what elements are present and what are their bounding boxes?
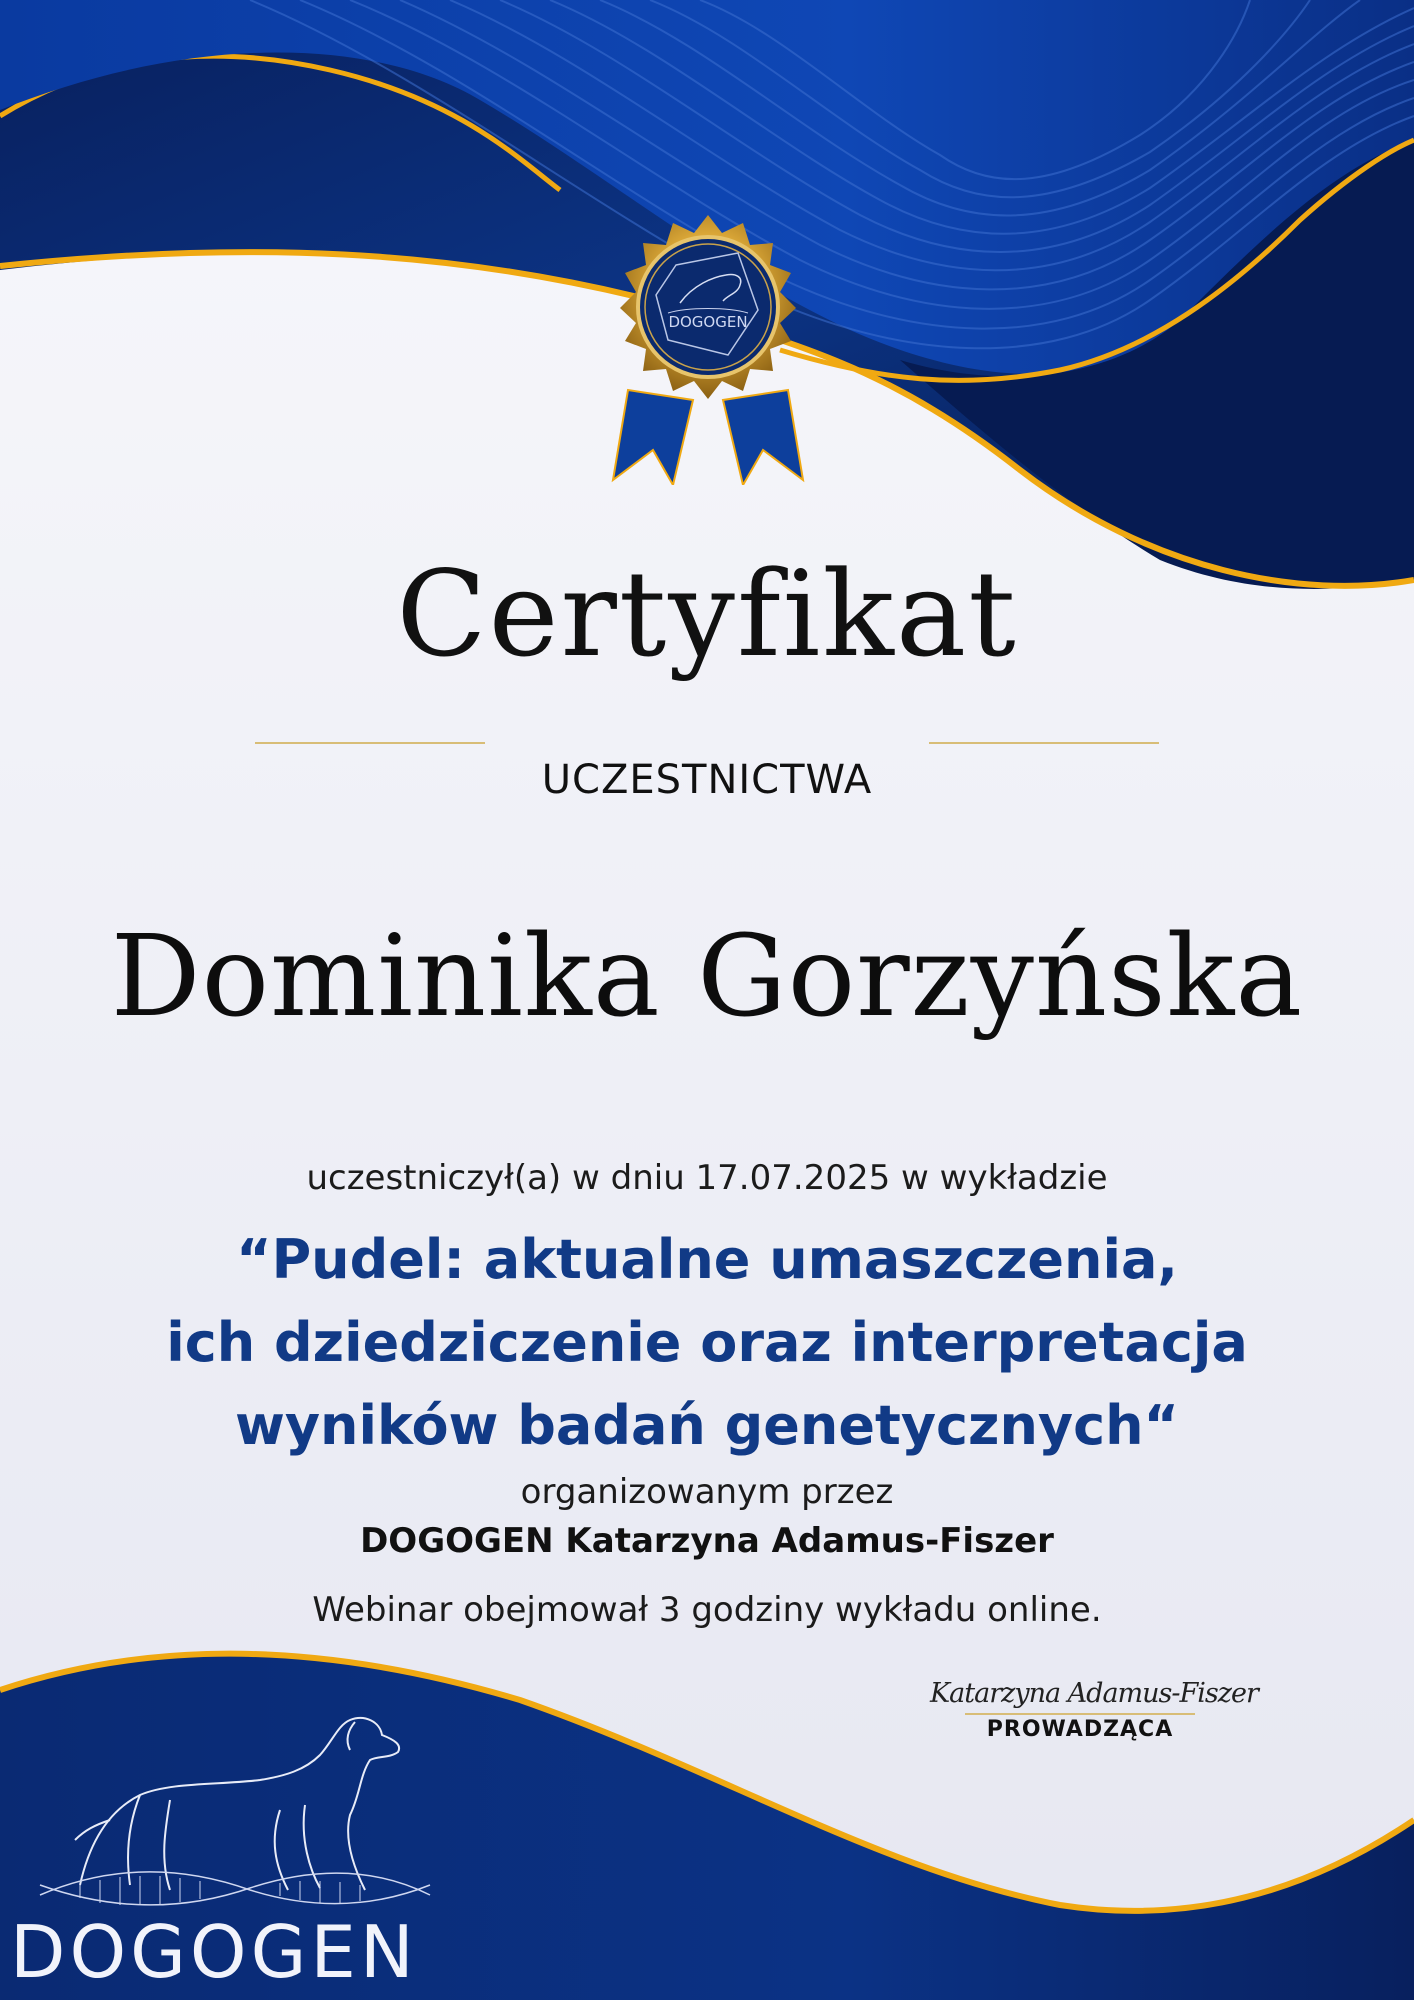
- organizer-name: DOGOGEN Katarzyna Adamus-Fiszer: [360, 1521, 1054, 1561]
- signature-line: [965, 1713, 1195, 1715]
- signature: Katarzyna Adamus-Fiszer: [930, 1678, 1258, 1709]
- duration-text: Webinar obejmował 3 godziny wykładu online.: [312, 1590, 1102, 1630]
- recipient-name: Dominika Gorzyńska: [110, 912, 1304, 1042]
- participation-text: uczestniczył(a) w dniu 17.07.2025 w wykładzie: [306, 1158, 1108, 1198]
- divider-left: [255, 742, 485, 744]
- award-seal: [598, 215, 818, 485]
- lecture-title-line-2: ich dziedziczenie oraz interpretacja: [166, 1311, 1248, 1374]
- organized-by-text: organizowanym przez: [520, 1472, 894, 1512]
- seal-graphic: [598, 215, 818, 485]
- signature-block: [930, 1678, 1258, 1742]
- signature-role: PROWADZĄCA: [986, 1717, 1174, 1742]
- lecture-title: [0, 1218, 1414, 1467]
- divider-right: [929, 742, 1159, 744]
- certificate-subtitle: UCZESTNICTWA: [541, 757, 873, 803]
- lecture-title-line-1: “Pudel: aktualne umaszczenia,: [236, 1228, 1178, 1291]
- lecture-title-line-3: wyników badań genetycznych“: [234, 1394, 1180, 1457]
- certificate-title: Certyfikat: [396, 545, 1018, 683]
- svg-text:DOGOGEN: DOGOGEN: [668, 313, 748, 331]
- logo-wordmark: DOGOGEN: [10, 1910, 418, 1994]
- dog-outline-icon: [20, 1700, 440, 1920]
